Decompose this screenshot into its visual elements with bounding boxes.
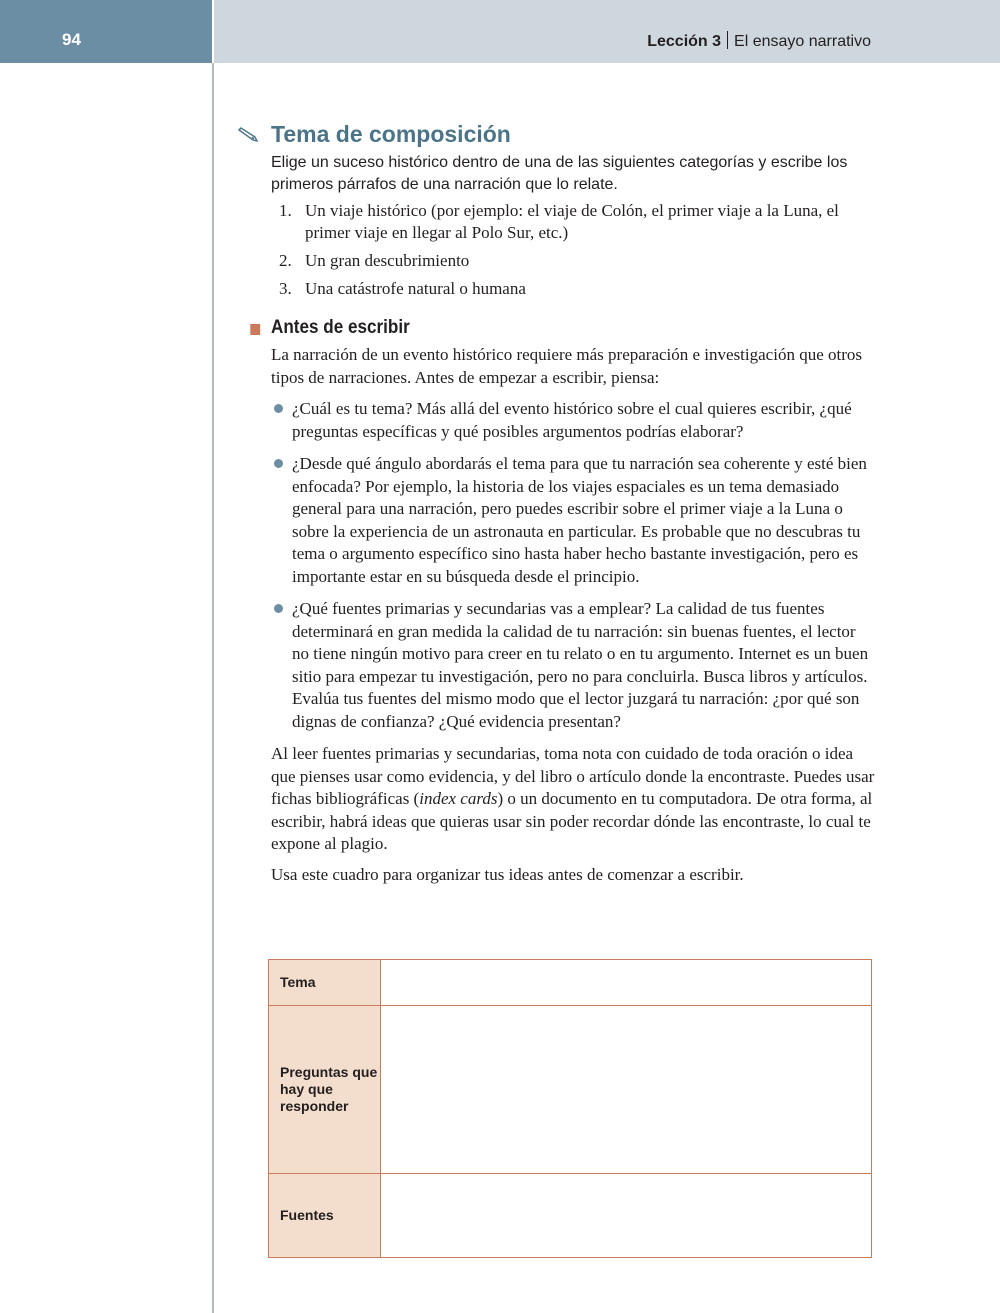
table-label: Tema [269, 960, 381, 1006]
list-item [271, 398, 876, 443]
notes-text: ) o un documento en tu computadora. De otra forma, al escribir, habrá ideas que quieras usar sin poder recordar dónde las encontraste, lo cual te expone al plagio. [271, 789, 873, 853]
table-cell[interactable] [381, 1006, 872, 1174]
header-right-bar [214, 0, 1000, 63]
list-item [271, 598, 876, 733]
notes-paragraph [271, 743, 876, 856]
bullet-dot-icon [274, 604, 283, 613]
composition-title: Tema de composición [271, 121, 511, 147]
table-label: Fuentes [269, 1174, 381, 1258]
list-number: 1. [279, 201, 292, 220]
composition-heading [271, 118, 876, 150]
organizer-intro: Usa este cuadro para organizar tus ideas antes de comenzar a escribir. [271, 864, 744, 884]
list-text: Una catástrofe natural o humana [305, 279, 526, 298]
list-item [271, 250, 876, 272]
topic-list [271, 200, 876, 300]
organizer-table [268, 959, 872, 1258]
list-text: ¿Qué fuentes primarias y secundarias vas a emplear? La calidad de tus fuentes determinará en gran medida la calidad de tu narración: sin buenas fuentes, el lector no tiene ningún motivo para creer en tu relato o en tu argumento. Internet es un buen sitio para empezar tu investigación, pero no para concluirla. Busca libros y artículos. Evalúa tus fuentes del mismo modo que el lector juzgará tu narración: ¿por qué son dignas de confianza? ¿Qué evidencia presentan? [292, 599, 869, 731]
table-cell[interactable] [381, 1174, 872, 1258]
page-number: 94 [62, 30, 81, 49]
composition-intro: Elige un suceso histórico dentro de una de las siguientes categorías y escribe los primeros párrafos de una narración que lo relate. [271, 154, 848, 193]
margin-divider [212, 63, 214, 1313]
bullet-dot-icon [274, 404, 283, 413]
list-number: 2. [279, 251, 292, 270]
table-row [269, 1006, 872, 1174]
list-text: Un viaje histórico (por ejemplo: el viaje de Colón, el primer viaje a la Luna, el primer viaje en llegar al Polo Sur, etc.) [305, 201, 839, 242]
list-item [271, 200, 876, 244]
list-text: Un gran descubrimiento [305, 251, 470, 270]
page-content [271, 118, 876, 886]
notes-italic: index cards [419, 789, 498, 808]
bullet-dot-icon [274, 459, 283, 468]
before-writing-heading [271, 316, 816, 340]
question-list [271, 398, 876, 733]
notes-text: Al leer fuentes primarias y secundarias, toma nota con cuidado de toda oración o idea que pienses usar como evidencia, y del libro o artículo donde la encontraste. Puedes usar fichas bibliográficas ( [271, 744, 875, 808]
header-left-bar [0, 0, 212, 63]
list-item [271, 278, 876, 300]
header-divider [727, 31, 728, 49]
square-bullet-icon [250, 324, 260, 335]
before-writing-intro: La narración de un evento histórico requiere más preparación e investigación que otros tipos de narraciones. Antes de empezar a escribir, piensa: [271, 345, 862, 387]
table-cell[interactable] [381, 960, 872, 1006]
table-label: Preguntas que hay que responder [269, 1006, 381, 1174]
list-item [271, 453, 876, 588]
before-writing-title: Antes de escribir [271, 317, 410, 338]
table-row [269, 960, 872, 1006]
pencil-icon [237, 127, 259, 143]
lesson-label: Lección 3 [647, 33, 722, 50]
list-number: 3. [279, 279, 292, 298]
table-row [269, 1174, 872, 1258]
lesson-title: El ensayo narrativo [734, 33, 871, 50]
list-text: ¿Cuál es tu tema? Más allá del evento histórico sobre el cual quieres escribir, ¿qué preguntas específicas y qué posibles argumentos podrías elaborar? [292, 399, 852, 441]
lesson-header [647, 31, 871, 51]
list-text: ¿Desde qué ángulo abordarás el tema para que tu narración sea coherente y esté bien enfocada? Por ejemplo, la historia de los viajes espaciales es un tema demasiado general para una narración, pero puedes escribir sobre el primer viaje a la Luna o sobre la experiencia de un astronauta en particular. Es probable que no descubras tu tema o argumento específico sino hasta haber hecho bastante investigación, pero es importante estar en su búsqueda desde el principio. [292, 454, 867, 586]
